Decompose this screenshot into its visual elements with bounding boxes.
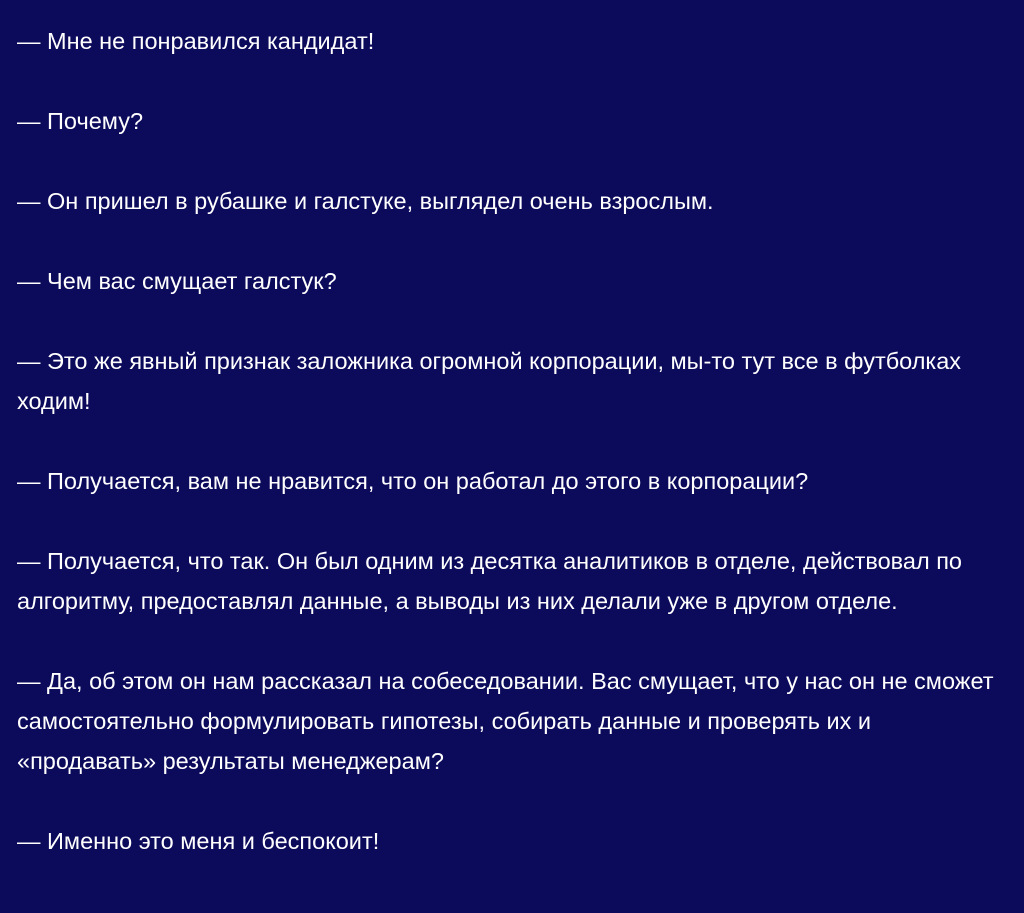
dialogue-line: — Он пришел в рубашке и галстуке, выглядел очень взрослым. (17, 188, 714, 214)
dialogue-line: — Это же явный признак заложника огромной корпорации, мы-то тут все в футболках ходим! (17, 348, 962, 414)
dialogue-line: — Мне не понравился кандидат! (17, 28, 375, 54)
dialogue-line: — Получается, вам не нравится, что он работал до этого в корпорации? (17, 468, 809, 494)
dialogue-line: — Почему? (17, 108, 144, 134)
dialogue-line: — Именно это меня и беспокоит! (17, 828, 380, 854)
dialogue-line: — Получается, что так. Он был одним из десятка аналитиков в отделе, действовал по алгоритму, предоставлял данные, а выводы из них делали уже в другом отделе. (17, 548, 963, 614)
dialogue-line: — Чем вас смущает галстук? (17, 268, 337, 294)
dialogue-line: — Да, об этом он нам рассказал на собеседовании. Вас смущает, что у нас он не сможет самостоятельно формулировать гипотезы, собирать данные и проверять их и «продавать» результаты менеджерам? (17, 668, 994, 774)
